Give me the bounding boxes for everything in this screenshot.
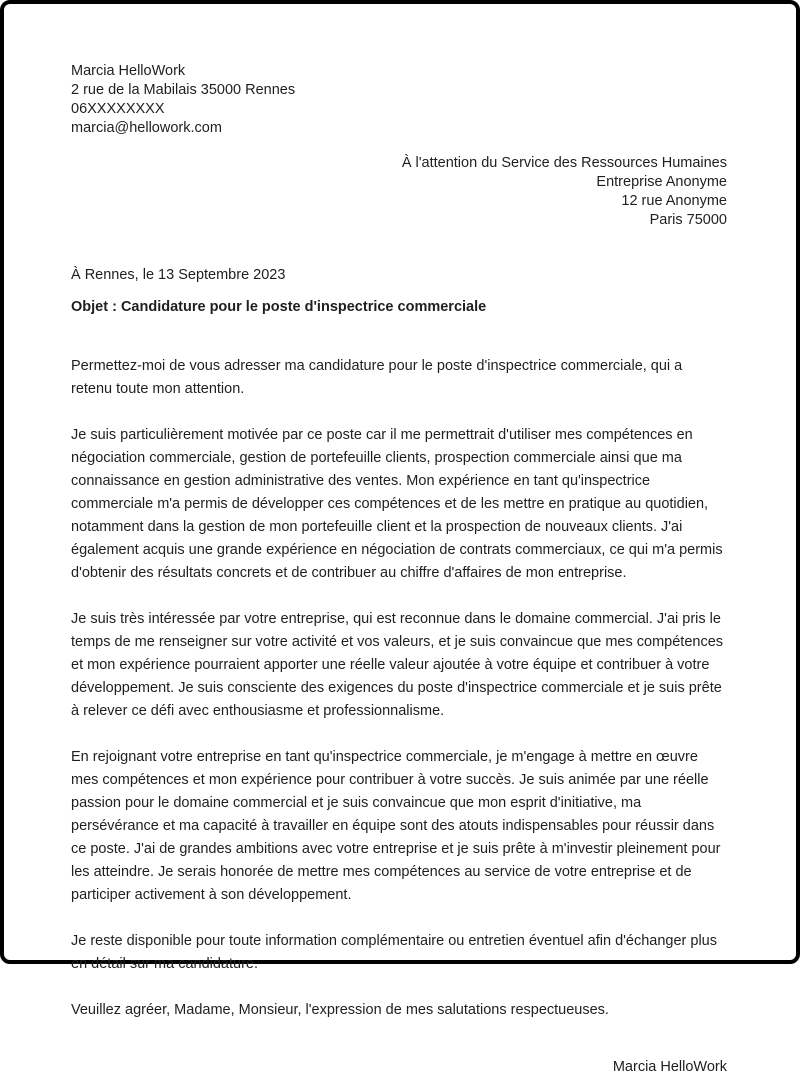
paragraph-closing-salutation: Veuillez agréer, Madame, Monsieur, l'expression de mes salutations respectueuses. [71,1002,609,1018]
recipient-address: 12 rue Anonyme [621,193,727,209]
recipient-attention: À l'attention du Service des Ressources Humaines [401,155,727,171]
sender-phone: 06XXXXXXXX [71,101,165,117]
recipient-city: Paris 75000 [649,212,727,228]
subject-line: Objet : Candidature pour le poste d'inspectrice commerciale [71,299,487,315]
signature: Marcia HelloWork [612,1059,727,1075]
date-line: À Rennes, le 13 Septembre 2023 [71,267,286,283]
letter-body [71,355,727,1022]
sender-email: marcia@hellowork.com [71,120,222,136]
paragraph-intro: Permettez-moi de vous adresser ma candidature pour le poste d'inspectrice commerciale, qui a retenu toute mon attention. [71,358,683,397]
letter-content [4,4,796,1079]
sender-address: 2 rue de la Mabilais 35000 Rennes [71,82,296,98]
sender-block [71,62,727,138]
paragraph-motivation: Je suis particulièrement motivée par ce poste car il me permettrait d'utiliser mes compétences en négociation commerciale, gestion de portefeuille clients, prospection commerciale ainsi que ma connaissance en gestion administrative des ventes. Mon expérience en tant qu'inspectrice commerciale m'a permis de développer ces compétences et de les mettre en pratique au quotidien, notamment dans la gestion de mon portefeuille client et la prospection de nouveaux clients. J'ai également acquis une grande expérience en négociation de contrats commerciaux, ce qui m'a permis d'obtenir des résultats concrets et de contribuer au chiffre d'affaires de mon entreprise. [71,427,723,581]
paragraph-commitment: En rejoignant votre entreprise en tant qu'inspectrice commerciale, je m'engage à mettre en œuvre mes compétences et mon expérience pour contribuer à votre succès. Je suis animée par une réelle passion pour le domaine commercial et je suis convaincue que mon esprit d'initiative, ma persévérance et ma capacité à travailler en équipe sont des atouts indispensables pour réussir dans ce poste. J'ai de grandes ambitions avec votre entreprise et je suis prête à m'investir pleinement pour les atteindre. Je serais honorée de mettre mes compétences au service de votre entreprise et de participer activement à son développement. [71,749,721,903]
recipient-block [71,154,727,230]
sender-name: Marcia HelloWork [71,63,186,79]
paragraph-availability: Je reste disponible pour toute information complémentaire ou entretien éventuel afin d'échanger plus en détail sur ma candidature. [71,933,718,972]
recipient-company: Entreprise Anonyme [596,174,727,190]
paragraph-company-interest: Je suis très intéressée par votre entreprise, qui est reconnue dans le domaine commercial. J'ai pris le temps de me renseigner sur votre activité et vos valeurs, et je suis convaincue que mes compétences et mon expérience pourraient apporter une réelle valeur ajoutée à votre équipe et contribuer à votre développement. Je suis consciente des exigences du poste d'inspectrice commerciale et je suis prête à relever ce défi avec enthousiasme et professionnalisme. [71,611,724,719]
